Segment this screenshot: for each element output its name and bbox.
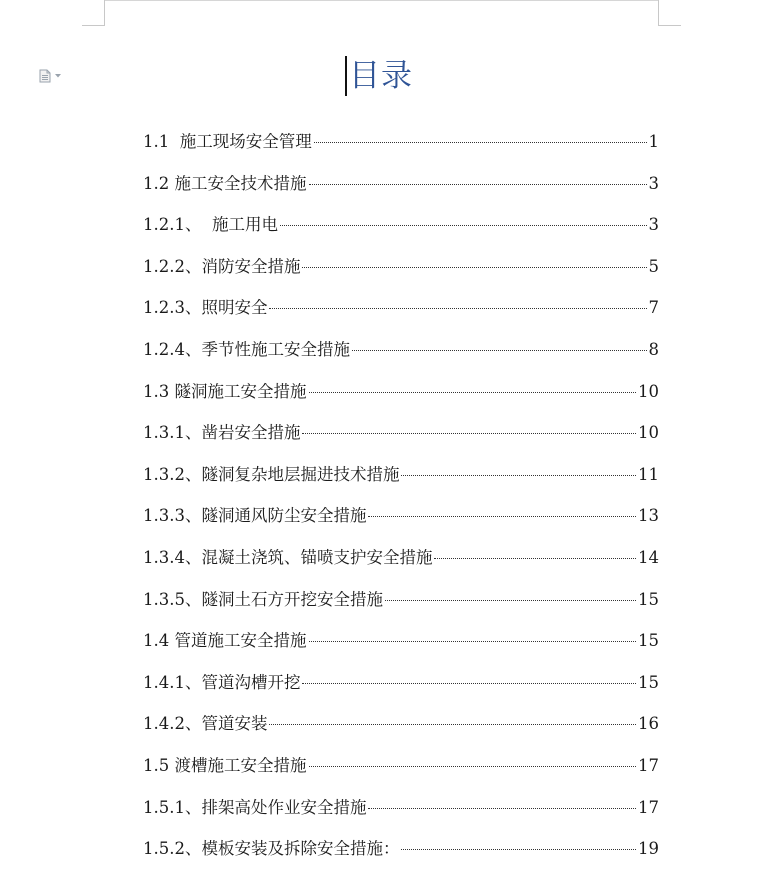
toc-entry-page-number: 17 <box>638 755 659 775</box>
toc-dot-leader <box>302 267 646 268</box>
toc-entry-label: 1.5.2、模板安装及拆除安全措施： <box>143 839 400 859</box>
toc-entry-page-number: 15 <box>638 631 659 651</box>
toc-dot-leader <box>401 849 636 850</box>
toc-entry[interactable] <box>143 627 659 669</box>
toc-dot-leader <box>269 724 636 725</box>
crop-mark-top-left-vertical <box>104 0 105 25</box>
toc-entry[interactable] <box>143 253 659 295</box>
toc-entry-label: 1.2.3、照明安全 <box>143 298 268 318</box>
toc-entry-page-number: 10 <box>638 381 659 401</box>
toc-entry[interactable] <box>143 211 659 253</box>
page-title: 目录 <box>349 58 413 94</box>
toc-entry[interactable] <box>143 752 659 794</box>
toc-dot-leader <box>309 392 637 393</box>
table-of-contents <box>143 128 659 873</box>
toc-entry-page-number: 14 <box>638 547 659 567</box>
toc-dot-leader <box>401 475 636 476</box>
toc-entry[interactable] <box>143 419 659 461</box>
toc-entry-label: 1.3.1、凿岩安全措施 <box>143 423 301 443</box>
toc-entry[interactable] <box>143 710 659 752</box>
crop-mark-top-right-vertical <box>658 0 659 25</box>
toc-dot-leader <box>309 641 637 642</box>
toc-dot-leader <box>302 683 636 684</box>
toc-entry-page-number: 7 <box>648 298 659 318</box>
toc-dot-leader <box>302 433 636 434</box>
toc-entry-page-number: 13 <box>638 506 659 526</box>
toc-entry-label: 1.2.1、 施工用电 <box>143 215 278 235</box>
toc-dot-leader <box>309 184 647 185</box>
text-cursor <box>345 56 347 96</box>
toc-entry-page-number: 16 <box>638 714 659 734</box>
toc-entry[interactable] <box>143 461 659 503</box>
toc-dot-leader <box>280 225 647 226</box>
toc-dot-leader <box>368 808 636 809</box>
toc-entry-label: 1.1 施工现场安全管理 <box>143 132 312 151</box>
toc-entry-page-number: 11 <box>638 464 659 484</box>
toc-entry[interactable] <box>143 378 659 420</box>
toc-dot-leader <box>269 308 646 309</box>
toc-entry-page-number: 15 <box>638 589 659 609</box>
toc-entry-page-number: 3 <box>648 215 659 235</box>
crop-mark-top-left <box>82 25 105 26</box>
toc-entry-page-number: 10 <box>638 423 659 443</box>
toc-entry-page-number: 17 <box>638 797 659 817</box>
title-area[interactable] <box>0 56 758 96</box>
toc-entry-page-number: 5 <box>648 256 659 276</box>
toc-dot-leader <box>368 516 636 517</box>
toc-dot-leader <box>352 350 647 351</box>
toc-entry[interactable] <box>143 336 659 378</box>
page-top-edge <box>105 0 658 1</box>
crop-mark-top-right <box>658 25 681 26</box>
toc-dot-leader <box>434 558 636 559</box>
toc-entry[interactable] <box>143 586 659 628</box>
toc-dot-leader <box>314 142 647 143</box>
toc-dot-leader <box>385 600 636 601</box>
toc-entry[interactable] <box>143 835 659 873</box>
toc-dot-leader <box>309 766 637 767</box>
toc-entry[interactable] <box>143 544 659 586</box>
toc-entry-label: 1.3.5、隧洞土石方开挖安全措施 <box>143 589 383 609</box>
toc-entry[interactable] <box>143 669 659 711</box>
toc-entry-label: 1.3.4、混凝土浇筑、锚喷支护安全措施 <box>143 547 433 567</box>
toc-entry-label: 1.3.3、隧洞通风防尘安全措施 <box>143 506 367 526</box>
toc-entry-page-number: 3 <box>648 173 659 193</box>
toc-entry-page-number: 19 <box>638 839 659 859</box>
toc-entry-page-number: 8 <box>648 339 659 359</box>
toc-entry-label: 1.4.2、管道安装 <box>143 714 268 734</box>
toc-entry-label: 1.5 渡槽施工安全措施 <box>143 755 307 775</box>
toc-entry-label: 1.4.1、管道沟槽开挖 <box>143 672 301 692</box>
toc-entry[interactable] <box>143 128 659 170</box>
toc-entry-label: 1.2.2、消防安全措施 <box>143 256 301 276</box>
toc-entry-label: 1.3.2、隧洞复杂地层掘进技术措施 <box>143 464 400 484</box>
toc-entry-label: 1.4 管道施工安全措施 <box>143 631 307 651</box>
toc-entry-label: 1.5.1、排架高处作业安全措施 <box>143 797 367 817</box>
toc-entry[interactable] <box>143 294 659 336</box>
toc-entry[interactable] <box>143 502 659 544</box>
toc-entry-label: 1.2 施工安全技术措施 <box>143 173 307 193</box>
toc-entry-page-number: 1 <box>648 132 659 151</box>
toc-entry-label: 1.3 隧洞施工安全措施 <box>143 381 307 401</box>
toc-entry[interactable] <box>143 170 659 212</box>
toc-entry[interactable] <box>143 794 659 836</box>
toc-entry-page-number: 15 <box>638 672 659 692</box>
toc-entry-label: 1.2.4、季节性施工安全措施 <box>143 339 350 359</box>
